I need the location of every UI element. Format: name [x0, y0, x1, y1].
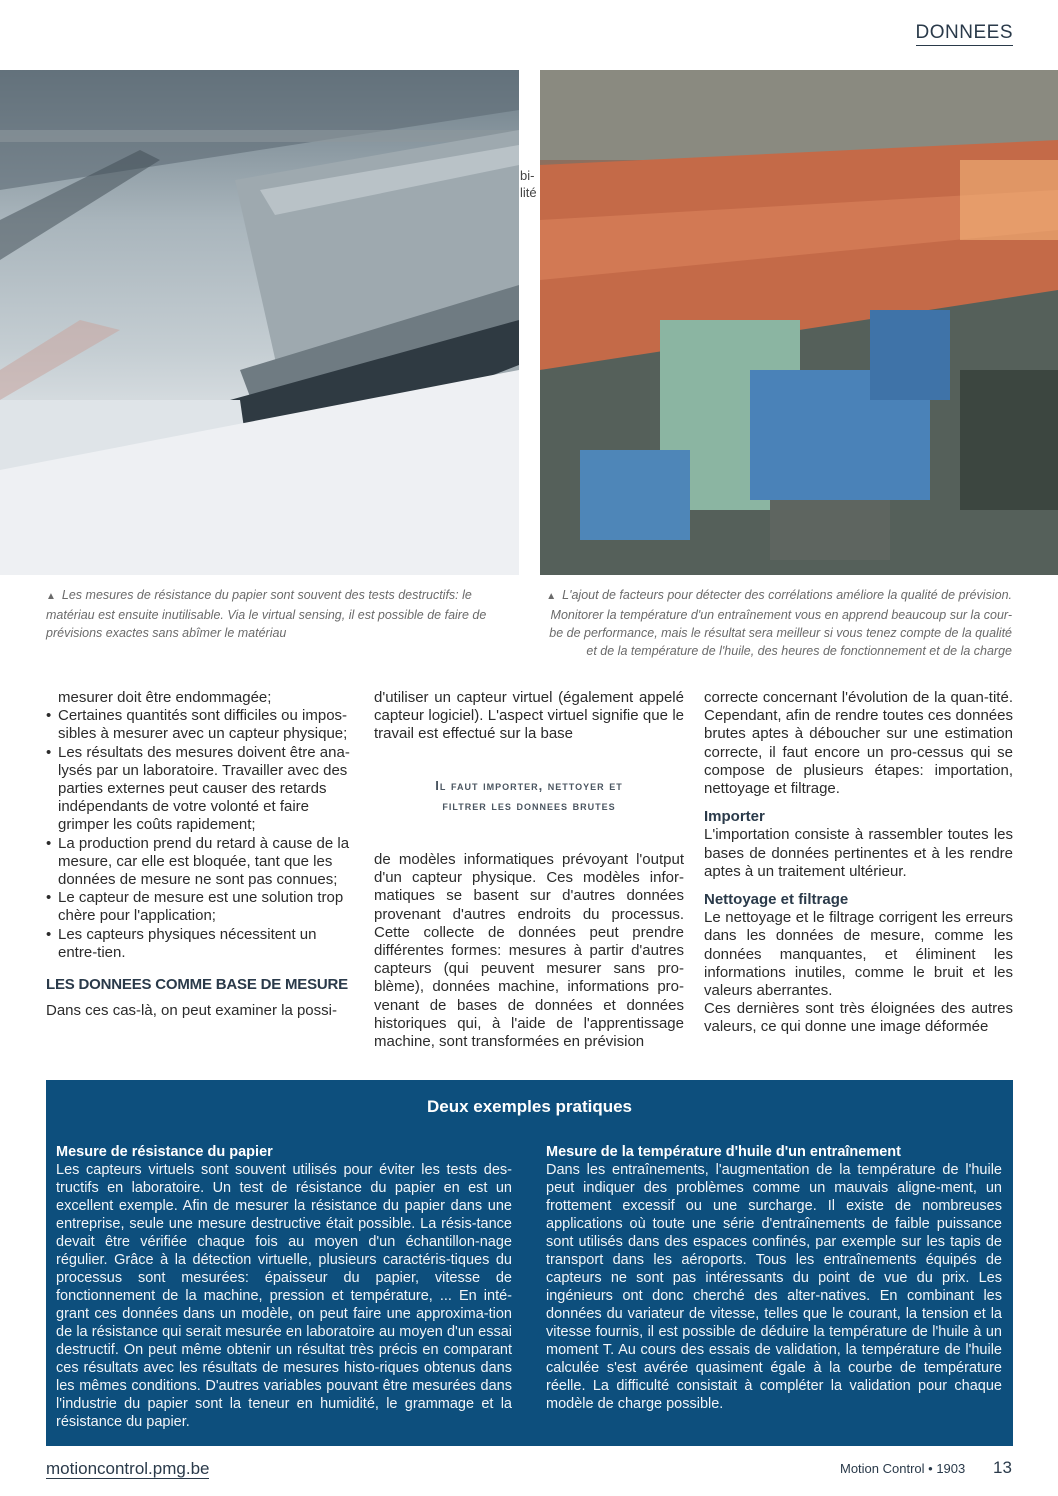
caret-up-icon: ▲	[546, 591, 557, 602]
example-oil	[546, 1143, 1002, 1413]
list-item	[46, 835, 356, 890]
bullet-icon: •	[46, 925, 52, 943]
paragraph: Ces dernières sont très éloignées des autres valeurs, ce qui donne une image déformée	[704, 1000, 1013, 1036]
list-item	[46, 744, 356, 835]
list-item-text: Les résultats des mesures doivent être ana-lysés par un laboratoire. Travailler avec des parties externes peut causer des retards indépendants de votre volonté et faire grimper les coûts rapidement;	[58, 743, 350, 834]
subheading-import: Importer	[704, 808, 765, 826]
list-item	[46, 926, 356, 962]
pull-quote-line-2: filtrer les donnees brutes	[442, 798, 616, 813]
paragraph: correcte concernant l'évolution de la quan-tité. Cependant, afin de rendre toutes ces données brutes aptes à déboucher sur une estimation correcte, il faut encore un pro-cessus qui se compose de plusieurs étapes: importation, nettoyage et filtrage.	[704, 689, 1013, 798]
article-column-2-top: d'utiliser un capteur virtuel (également appelé capteur logiciel). L'aspect virtuel signifie que le travail est effectué sur la base	[374, 689, 684, 743]
gap-text-line-1: bi-	[520, 168, 535, 183]
list-item-text: Certaines quantités sont difficiles ou impos-sibles à mesurer avec un capteur physique;	[58, 707, 348, 743]
paragraph: L'importation consiste à rassembler toutes les bases de données pertinentes et à les rendre aptes à un traitement ultérieur.	[704, 826, 1013, 880]
caption-left-text: Les mesures de résistance du papier sont souvent des tests destructifs: le matériau est ensuite inutilisable. Via le virtual sensing, il est possible de faire de prévisions exactes sans abîmer le matériau	[46, 588, 487, 640]
example-oil-heading: Mesure de la température d'huile d'un entraînement	[546, 1144, 901, 1160]
caption-right-line-1: L'ajout de facteurs pour détecter des corrélations améliore la qualité de prévision.	[562, 588, 1012, 602]
list-item-text: Le capteur de mesure est une solution trop chère pour l'application;	[58, 889, 344, 925]
examples-box	[46, 1080, 1013, 1446]
bullet-icon: •	[46, 743, 52, 761]
example-paper	[56, 1143, 512, 1431]
paper-machine-photo	[0, 70, 519, 575]
bullet-icon: •	[46, 889, 52, 907]
photo-gap-text	[520, 167, 537, 201]
list-item-continuation: mesurer doit être endommagée;	[58, 689, 272, 706]
steel-mill-illustration	[540, 70, 1058, 575]
footer-magazine: Motion Control • 1903	[840, 1461, 966, 1476]
page-number: 13	[993, 1458, 1012, 1477]
list-item	[46, 707, 356, 743]
examples-title: Deux exemples pratiques	[426, 1097, 633, 1116]
list-item-text: Les capteurs physiques nécessitent un entre-tien.	[58, 925, 317, 961]
caption-right-line-3: be de performance, mais le résultat sera meilleur si vous tenez compte de la qualité	[549, 626, 1012, 640]
article-column-3	[704, 689, 1013, 1037]
bullet-icon: •	[46, 707, 52, 725]
article-column-1	[46, 689, 356, 1020]
section-header: DONNEES	[916, 22, 1013, 46]
list-item	[46, 889, 356, 925]
caption-right-line-2: Monitorer la température d'un entraînement vous en apprend beaucoup sur la cour-	[550, 608, 1012, 622]
example-paper-heading: Mesure de résistance du papier	[56, 1144, 273, 1160]
bullet-list	[46, 689, 356, 962]
example-oil-text: Dans les entraînements, l'augmentation de la température de l'huile peut indiquer des problèmes comme un mauvais aligne-ment, un frottement excessif ou une surcharge. Il existe de nombreuses applications où toute une série d'entraînements de faible puissance sont utilisés dans des espaces confinés, par exemple sur les tapis de transport dans les aéroports. Tous les entraînements équipés de capteurs ne sont pas intéressants du point de vue du prix. Les ingénieurs ont donc cherché des alter-natives. En combinant les données du variateur de vitesse, telles que le courant, la tension et la vitesse fournis, il est possible de déduire la température de l'huile à un moment T. Au cours des essais de validation, la température de l'huile calculée s'est avérée quasiment égale à la courbe de température réelle. La difficulté consistait à compléter la validation pour chaque modèle de charge possible.	[546, 1162, 1002, 1412]
paragraph: Dans ces cas-là, on peut examiner la possi-	[46, 1002, 337, 1020]
bullet-icon: •	[46, 834, 52, 852]
section-heading: LES DONNEES COMME BASE DE MESURE	[46, 976, 348, 994]
pull-quote	[374, 776, 684, 816]
paper-machine-illustration	[0, 70, 519, 575]
article-column-2-bottom: de modèles informatiques prévoyant l'output d'un capteur physique. Ces modèles infor-matiques se basent sur d'autres données provenant d'autres endroits du processus. Cette collecte de données peut prendre différentes formes: mesures à partir d'autres capteurs (qui peuvent mesurer sans pro-blème), données machine, informations pro-venant de bases de données et données historiques qui, à l'aide de l'apprentissage machine, sont transformées en prévision	[374, 851, 684, 1051]
paragraph: Le nettoyage et le filtrage corrigent les erreurs dans les données de mesure, comme les données manquantes, et éliminent les informations inutiles, comme le bruit et les valeurs aberrantes.	[704, 909, 1013, 1000]
subheading-cleaning: Nettoyage et filtrage	[704, 891, 849, 909]
pull-quote-line-1: Il faut importer, nettoyer et	[435, 778, 623, 793]
caption-right-line-4: et de la température de l'huile, des heures de fonctionnement et de la charge	[586, 644, 1012, 658]
list-item-text: La production prend du retard à cause de la mesure, car elle est bloquée, tant que les données de mesure ne sont pas connues;	[58, 834, 350, 889]
caption-right	[540, 586, 1012, 660]
caption-left	[46, 586, 516, 642]
footer-url-link[interactable]: motioncontrol.pmg.be	[46, 1459, 210, 1478]
example-paper-text: Les capteurs virtuels sont souvent utilisés pour éviter les tests des-tructifs en laboratoire. Un test de résistance du papier en est un excellent exemple. Afin de mesurer la résistance du papier dans une entreprise, seule une mesure destructive était possible. La résis-tance devait être vérifiée chaque fois au moyen d'un échantillon-nage régulier. Grâce à la détection virtuelle, plusieurs caractéris-tiques du processus sont mesurées: épaisseur du papier, vitesse de fonctionnement de la machine, pression et température, ... En inté-grant ces données dans un modèle, on peut faire une approxima-tion de la résistance qui serait mesurée en laboratoire au moyen d'un essai destructif. On peut même obtenir un résultat très précis en comparant ces résultats avec les résultats de mesures histo-riques obtenus dans les mêmes conditions. D'autres variables pouvant être mesurées dans l'industrie du papier sont la teneur en humidité, le grammage et la résistance du papier.	[56, 1162, 512, 1430]
gap-text-line-2: lité	[520, 185, 537, 200]
caret-up-icon: ▲	[46, 591, 56, 602]
steel-mill-photo	[540, 70, 1058, 575]
